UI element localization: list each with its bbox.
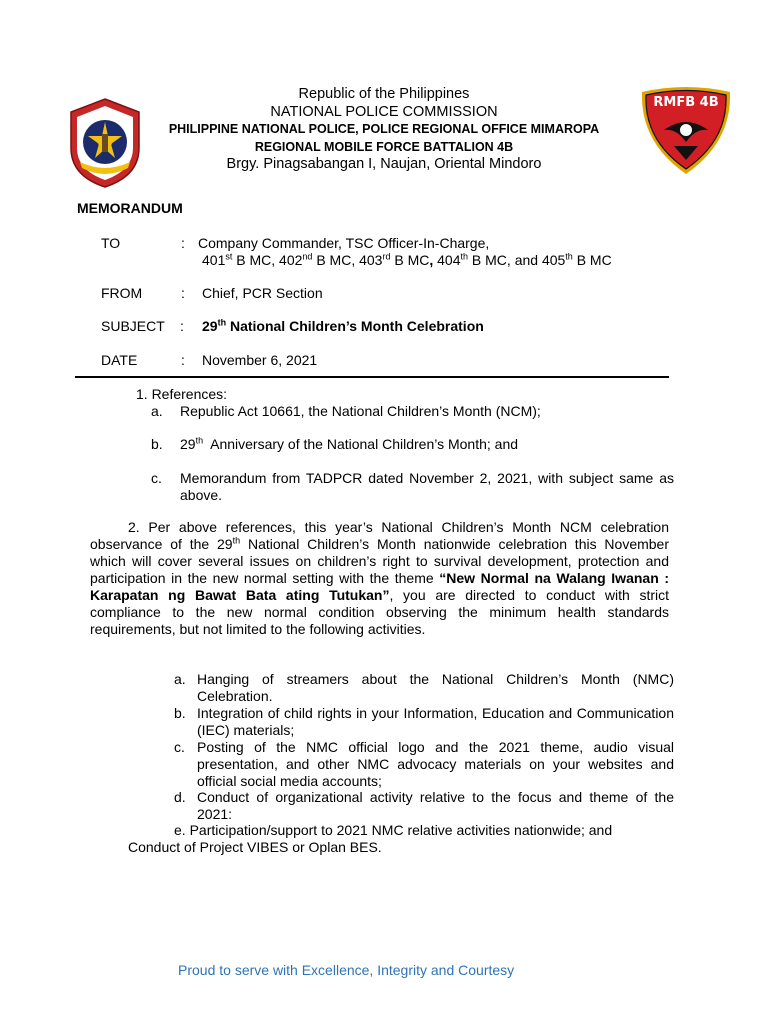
activity-a-marker: a. — [174, 671, 186, 687]
memo-title: MEMORANDUM — [77, 200, 183, 216]
rmfb-4b-shield-logo — [636, 84, 736, 176]
ref-a-text: Republic Act 10661, the National Children’s Month (NCM); — [180, 403, 541, 419]
ref-c-marker: c. — [151, 470, 162, 486]
to-units-line: 401st B MC, 402nd B MC, 403rd B MC, 404th B MC, and 405th B MC — [202, 251, 612, 268]
footer-motto: Proud to serve with Excellence, Integrity and Courtesy — [178, 962, 515, 978]
letterhead-pnp-office: PHILIPPINE NATIONAL POLICE, POLICE REGIONAL OFFICE MIMAROPA — [168, 122, 600, 136]
activity-d-marker: d. — [174, 789, 186, 805]
ref-b-marker: b. — [151, 436, 163, 452]
ref-c-text: Memorandum from TADPCR dated November 2, 2021, with subject same as above. — [180, 470, 674, 503]
letterhead-address: Brgy. Pinagsabangan I, Naujan, Oriental Mindoro — [226, 156, 542, 172]
ref-a-marker: a. — [151, 403, 163, 419]
from-value: Chief, PCR Section — [202, 285, 323, 301]
activity-b-marker: b. — [174, 705, 186, 721]
activity-e-text: e. Participation/support to 2021 NMC relative activities nationwide; and — [174, 822, 613, 838]
from-colon: : — [181, 285, 185, 301]
references-heading: 1. References: — [136, 386, 228, 402]
activity-c-marker: c. — [174, 739, 185, 755]
date-value: November 6, 2021 — [202, 352, 318, 368]
date-colon: : — [181, 352, 185, 368]
subject-value: 29th National Children’s Month Celebration — [202, 317, 484, 334]
subject-label: SUBJECT — [101, 318, 165, 334]
letterhead-republic: Republic of the Philippines — [298, 86, 470, 102]
activity-d-text: Conduct of organizational activity relative to the focus and theme of the 2021: — [197, 789, 674, 822]
activity-c-text: Posting of the NMC official logo and the 2021 theme, audio visual presentation, and other NMC advocacy materials on your websites and official social media accounts; — [197, 739, 674, 789]
paragraph-2: 2. Per above references, this year’s National Children’s Month NCM celebration observance of the 29th National Children’s Month nationwide celebration this November which will cover several issues on children’s right to survival development, protection and participation in the new normal setting with the theme “New Normal na Walang Iwanan : Karapatan ng Bawat Bata ating Tutukan”, you are directed to conduct with strict compliance to the new normal condition observing the minimum health standards requirements, but not limited to the following activities. — [90, 519, 670, 637]
ref-b-text: 29th Anniversary of the National Children’s Month; and — [180, 435, 519, 452]
letterhead — [130, 86, 638, 174]
date-label: DATE — [101, 352, 138, 368]
to-line1: Company Commander, TSC Officer-In-Charge, — [198, 235, 490, 251]
activity-f-text: Conduct of Project VIBES or Oplan BES. — [128, 839, 382, 855]
from-label: FROM — [101, 285, 143, 301]
to-label: TO — [101, 235, 121, 251]
letterhead-battalion: REGIONAL MOBILE FORCE BATTALION 4B — [254, 139, 514, 154]
activity-b-text: Integration of child rights in your Information, Education and Communication (IEC) materials; — [197, 705, 674, 738]
subject-colon: : — [180, 318, 184, 334]
header-divider — [75, 376, 669, 378]
activity-a-text: Hanging of streamers about the National Children’s Month (NMC) Celebration. — [197, 671, 674, 704]
rmfb-logo-text: RMFB 4B — [653, 95, 719, 110]
letterhead-napolcom: NATIONAL POLICE COMMISSION — [270, 103, 498, 120]
to-colon: : — [181, 235, 185, 251]
